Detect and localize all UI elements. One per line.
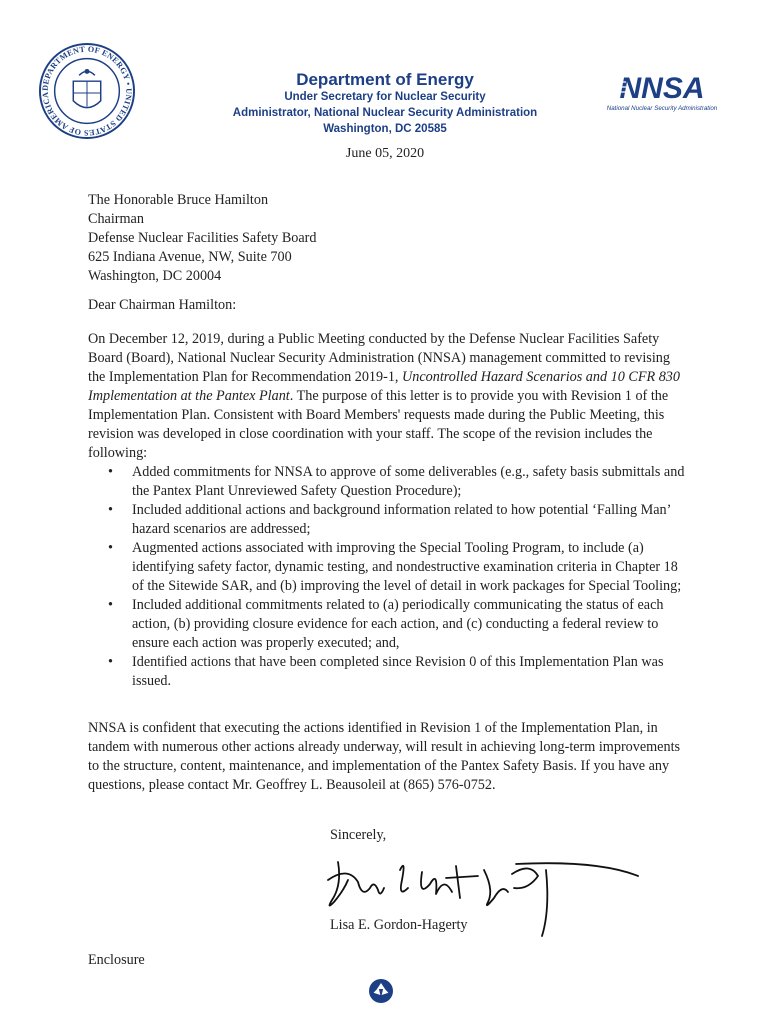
letter-date: June 05, 2020 bbox=[345, 146, 425, 161]
list-item: • Identified actions that have been completed since Revision 0 of this Implementation Plan was issued. bbox=[108, 653, 688, 691]
salutation: Dear Chairman Hamilton: bbox=[88, 297, 237, 313]
addressee-line: Washington, DC 20004 bbox=[88, 268, 222, 284]
svg-text:DEPARTMENT OF ENERGY • UNITED: DEPARTMENT OF ENERGY • UNITED STATES OF AMERICA bbox=[40, 44, 134, 138]
revision-scope-list bbox=[108, 463, 688, 691]
addressee-line: Chairman bbox=[88, 211, 144, 227]
department-title: Department of Energy bbox=[296, 70, 474, 89]
addressee-line: The Honorable Bruce Hamilton bbox=[88, 192, 269, 208]
body-paragraph-2: NNSA is confident that executing the actions identified in Revision 1 of the Implementation Plan, in tandem with numerous other actions already underway, will result in achieving long-term improvements to the structure, content, maintenance, and implementation of the Pantex Safety Basis. If you have any questions, please contact Mr. Geoffrey L. Beausoleil at (865) 576-0752. bbox=[88, 720, 681, 793]
paragraph-text: On December 12, 2019, during a Public Meeting conducted by the Defense Nuclear Facilities Safety Board (Board), National Nuclear Security Administration (NNSA) management committed to revising the Implementation Plan for Recommendation 2019-1, bbox=[88, 331, 670, 385]
enclosure-note: Enclosure bbox=[88, 952, 145, 968]
addressee-line: Defense Nuclear Facilities Safety Board bbox=[88, 230, 317, 246]
recommendation-title: Uncontrolled Hazard Scenarios and 10 CFR 830 Implementation at the Pantex Plant bbox=[88, 369, 680, 404]
addressee-line: 625 Indiana Avenue, NW, Suite 700 bbox=[88, 249, 292, 265]
header-line-administrator: Administrator, National Nuclear Security Administration bbox=[232, 107, 538, 119]
signer-name: Lisa E. Gordon-Hagerty bbox=[330, 917, 468, 933]
list-item: • Added commitments for NNSA to approve of some deliverables (e.g., safety basis submittals and the Pantex Plant Unreviewed Safety Question Procedure); bbox=[108, 463, 688, 501]
addressee-block bbox=[88, 191, 317, 286]
header-line-under-secretary: Under Secretary for Nuclear Security bbox=[284, 91, 486, 103]
list-item: • Augmented actions associated with improving the Special Tooling Program, to include (a) identifying safety factor, dynamic testing, and nondestructive examination criteria in Chapter 18 of the Sitewide SAR, and (b) improving the level of detail in work packages for Special Tooling; bbox=[108, 539, 688, 596]
list-item: • Included additional commitments related to (a) periodically communicating the status of each action, (b) providing closure evidence for each action, and (c) conducting a federal review to ensure each action was properly executed; and, bbox=[108, 596, 688, 653]
recycle-icon bbox=[368, 978, 394, 1004]
body-paragraph-1 bbox=[88, 330, 688, 463]
svg-text:NNSA: NNSA bbox=[619, 72, 705, 105]
closing: Sincerely, bbox=[330, 827, 387, 843]
nnsa-logo bbox=[596, 70, 728, 114]
paragraph-text: . The purpose of this letter is to provide you with Revision 1 of the Implementation Plan. Consistent with Board Members' requests made during the Public Meeting, this revision was developed in close coordination with your staff. The scope of the revision includes the following: bbox=[88, 388, 669, 461]
svg-text:National Nuclear Security Admi: National Nuclear Security Administration bbox=[606, 105, 718, 112]
list-item: • Included additional actions and background information related to how potential ‘Falling Man’ hazard scenarios are addressed; bbox=[108, 501, 688, 539]
header-line-location: Washington, DC 20585 bbox=[323, 123, 447, 135]
